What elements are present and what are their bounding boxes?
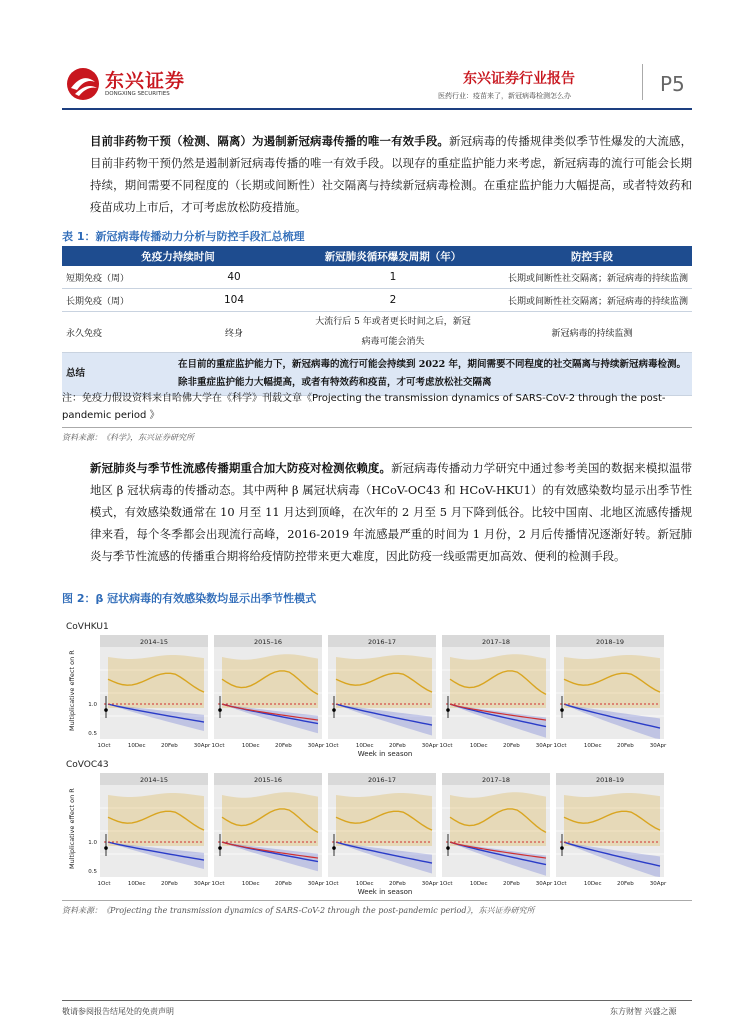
x-tick-label: 20Feb bbox=[502, 881, 520, 887]
x-tick-label: 1Oct bbox=[97, 881, 111, 887]
x-tick-label: 10Dec bbox=[469, 881, 488, 887]
season-label: 2017–18 bbox=[481, 638, 511, 646]
x-axis-label: Week in season bbox=[357, 888, 413, 895]
divider bbox=[62, 427, 692, 428]
company-logo bbox=[65, 64, 205, 104]
x-tick-label: 1Oct bbox=[439, 881, 453, 887]
x-tick-label: 30Apr bbox=[649, 881, 667, 887]
table-row bbox=[62, 312, 692, 353]
y-axis-label: Multiplicative effect on R bbox=[68, 650, 76, 731]
table-1 bbox=[62, 246, 692, 396]
seasonal-band bbox=[336, 793, 432, 846]
x-tick-label: 10Dec bbox=[241, 881, 260, 887]
report-title: 东兴证券行业报告 bbox=[463, 71, 575, 87]
x-tick-label: 10Dec bbox=[355, 881, 374, 887]
season-label: 2016–17 bbox=[367, 776, 397, 784]
figure-2-source: 资料来源：《Projecting the transmission dynamics of SARS-CoV-2 through the post-pandemic period》，东兴证券研究所 bbox=[62, 906, 535, 915]
table-header-cell: 新冠肺炎循环爆发周期（年） bbox=[294, 246, 492, 266]
x-tick-label: 20Feb bbox=[388, 743, 406, 749]
x-tick-label: 20Feb bbox=[388, 881, 406, 887]
paragraph-1 bbox=[90, 130, 692, 218]
table-1-note: 注：免疫力假设资料来自哈佛大学在《科学》刊载文章《Projecting the transmission dynamics of SARS-CoV-2 through the post-pandemic period 》 bbox=[62, 393, 666, 421]
paragraph-2-lead: 新冠肺炎与季节性流感传播期重合加大防疫对检测依赖度。 bbox=[90, 461, 392, 475]
table-cell: 40 bbox=[174, 266, 294, 289]
x-tick-label: 20Feb bbox=[274, 743, 292, 749]
paragraph-2 bbox=[90, 457, 692, 567]
x-tick-label: 20Feb bbox=[160, 743, 178, 749]
table-cell: 新冠病毒的持续监测 bbox=[492, 312, 692, 353]
y-axis-label: Multiplicative effect on R bbox=[68, 788, 76, 869]
table-row bbox=[62, 289, 692, 312]
x-tick-label: 1Oct bbox=[439, 743, 453, 749]
table-cell: 终身 bbox=[174, 312, 294, 353]
season-label: 2018–19 bbox=[595, 638, 625, 646]
seasonal-band bbox=[564, 655, 660, 708]
x-tick-label: 30Apr bbox=[421, 743, 439, 749]
summary-text: 在目前的重症监护能力下，新冠病毒的流行可能会持续到 2022 年，期间需要不同程度的社交隔离与持续新冠病毒检测。除非重症监护能力大幅提高，或者有特效药和疫苗，才可考虑放松社交隔离 bbox=[174, 353, 692, 396]
figure-2-caption: 图 2：β 冠状病毒的有效感染数均显示出季节性模式 bbox=[62, 592, 317, 605]
seasonal-band bbox=[108, 655, 204, 708]
table-cell: 长期或间断性社交隔离；新冠病毒的持续监测 bbox=[492, 289, 692, 312]
x-tick-label: 1Oct bbox=[211, 881, 225, 887]
seasonal-band bbox=[108, 793, 204, 846]
figure-2-svg bbox=[62, 617, 692, 895]
table-header-cell: 免疫力持续时间 bbox=[62, 246, 294, 266]
seasonal-band bbox=[336, 655, 432, 708]
x-tick-label: 1Oct bbox=[553, 743, 567, 749]
table-header-cell: 防控手段 bbox=[492, 246, 692, 266]
table-cell: 2 bbox=[294, 289, 492, 312]
x-axis-label: Week in season bbox=[357, 750, 413, 758]
seasonal-band bbox=[450, 654, 546, 708]
divider bbox=[62, 900, 692, 901]
y-tick-label: 1.0 bbox=[88, 840, 97, 847]
x-tick-label: 10Dec bbox=[127, 881, 146, 887]
x-tick-label: 20Feb bbox=[616, 881, 634, 887]
table-cell: 短期免疫（周） bbox=[62, 266, 174, 289]
x-tick-label: 30Apr bbox=[421, 881, 439, 887]
seasonal-band bbox=[222, 792, 318, 846]
season-label: 2015–16 bbox=[253, 638, 283, 646]
footer-slogan: 东方财智 兴盛之源 bbox=[610, 1007, 677, 1016]
table-cell: 永久免疫 bbox=[62, 312, 174, 353]
table-row bbox=[62, 266, 692, 289]
x-tick-label: 1Oct bbox=[325, 743, 339, 749]
x-tick-label: 10Dec bbox=[469, 743, 488, 749]
table-1-source: 资料来源：《科学》，东兴证券研究所 bbox=[62, 433, 194, 442]
x-tick-label: 30Apr bbox=[649, 743, 667, 749]
table-cell: 大流行后 5 年或者更长时间之后，新冠病毒可能会消失 bbox=[294, 312, 492, 353]
x-tick-label: 10Dec bbox=[583, 881, 602, 887]
paragraph-1-lead: 目前非药物干预（检测、隔离）为遏制新冠病毒传播的唯一有效手段。 bbox=[90, 134, 449, 148]
footer-rule bbox=[62, 1000, 692, 1001]
y-tick-label: 1.0 bbox=[88, 702, 97, 709]
seasonal-band bbox=[450, 792, 546, 846]
y-tick-label: 0.5 bbox=[88, 869, 97, 875]
logo-text: 东兴证券 bbox=[105, 70, 186, 92]
logo-text-en: DONGXING SECURITIES bbox=[105, 91, 170, 97]
x-tick-label: 1Oct bbox=[553, 881, 567, 887]
report-subtitle: 医药行业：疫苗来了，新冠病毒检测怎么办 bbox=[438, 92, 571, 100]
x-tick-label: 20Feb bbox=[274, 881, 292, 887]
table-cell: 长期或间断性社交隔离；新冠病毒的持续监测 bbox=[492, 266, 692, 289]
season-label: 2014–15 bbox=[139, 638, 169, 646]
x-tick-label: 1Oct bbox=[325, 881, 339, 887]
x-tick-label: 30Apr bbox=[193, 743, 211, 749]
y-tick-label: 0.5 bbox=[88, 731, 97, 737]
x-tick-label: 10Dec bbox=[127, 743, 146, 749]
table-cell: 1 bbox=[294, 266, 492, 289]
figure-2 bbox=[62, 617, 692, 895]
x-tick-label: 10Dec bbox=[355, 743, 374, 749]
season-label: 2017–18 bbox=[481, 776, 511, 784]
x-tick-label: 30Apr bbox=[307, 743, 325, 749]
group-label: CoVHKU1 bbox=[66, 622, 109, 632]
page-number: P5 bbox=[660, 72, 685, 96]
seasonal-band bbox=[564, 793, 660, 846]
group-label: CoVOC43 bbox=[66, 760, 109, 770]
table-header-row bbox=[62, 246, 692, 266]
summary-label: 总结 bbox=[62, 353, 174, 396]
season-label: 2018–19 bbox=[595, 776, 625, 784]
season-label: 2015–16 bbox=[253, 776, 283, 784]
season-label: 2014–15 bbox=[139, 776, 169, 784]
x-tick-label: 10Dec bbox=[583, 743, 602, 749]
season-label: 2016–17 bbox=[367, 638, 397, 646]
table-cell: 104 bbox=[174, 289, 294, 312]
x-tick-label: 1Oct bbox=[211, 743, 225, 749]
x-tick-label: 20Feb bbox=[160, 881, 178, 887]
x-tick-label: 30Apr bbox=[535, 881, 553, 887]
x-tick-label: 10Dec bbox=[241, 743, 260, 749]
header-divider bbox=[642, 64, 643, 100]
paragraph-1-text: 新冠病毒的传播规律类似季节性爆发的大流感，目前非药物干预仍然是遏制新冠病毒传播的唯一有效手段。以现存的重症监护能力来考虑，新冠病毒的流行可能会长期持续，期间需要不同程度的（长期或间断性）社交隔离与持续新冠病毒检测。在重症监护能力大幅提高，或者特效药和疫苗成功上市后，才可考虑放松防疫措施。 bbox=[90, 134, 692, 214]
paragraph-2-text: 新冠病毒传播动力学研究中通过参考美国的数据来模拟温带地区 β 冠状病毒的传播动态。其中两种 β 属冠状病毒（HCoV-OC43 和 HCoV-HKU1）的有效感染数均显示出季节性模式，有效感染数通常在 10 月至 11 月达到顶峰，在次年的 2 月至 5 月下降到低谷。比较中国南、北地区流感传播规律来看，每个冬季都会出现流行高峰，2016-2019 年流感最严重的时间为 1 月份，2 月后传播情况逐渐好转。新冠肺炎与季节性流感的传播重合期将给疫情防控带来更大难度，因此防疫一线亟需更加高效、便利的检测手段。 bbox=[90, 461, 692, 563]
x-tick-label: 30Apr bbox=[307, 881, 325, 887]
x-tick-label: 20Feb bbox=[616, 743, 634, 749]
table-cell: 长期免疫（周） bbox=[62, 289, 174, 312]
header-rule bbox=[62, 108, 692, 110]
x-tick-label: 1Oct bbox=[97, 743, 111, 749]
x-tick-label: 20Feb bbox=[502, 743, 520, 749]
seasonal-band bbox=[222, 654, 318, 708]
x-tick-label: 30Apr bbox=[193, 881, 211, 887]
x-tick-label: 30Apr bbox=[535, 743, 553, 749]
footer-disclaimer[interactable]: 敬请参阅报告结尾处的免责声明 bbox=[62, 1007, 174, 1016]
table-1-caption: 表 1：新冠病毒传播动力分析与防控手段汇总梳理 bbox=[62, 230, 305, 243]
